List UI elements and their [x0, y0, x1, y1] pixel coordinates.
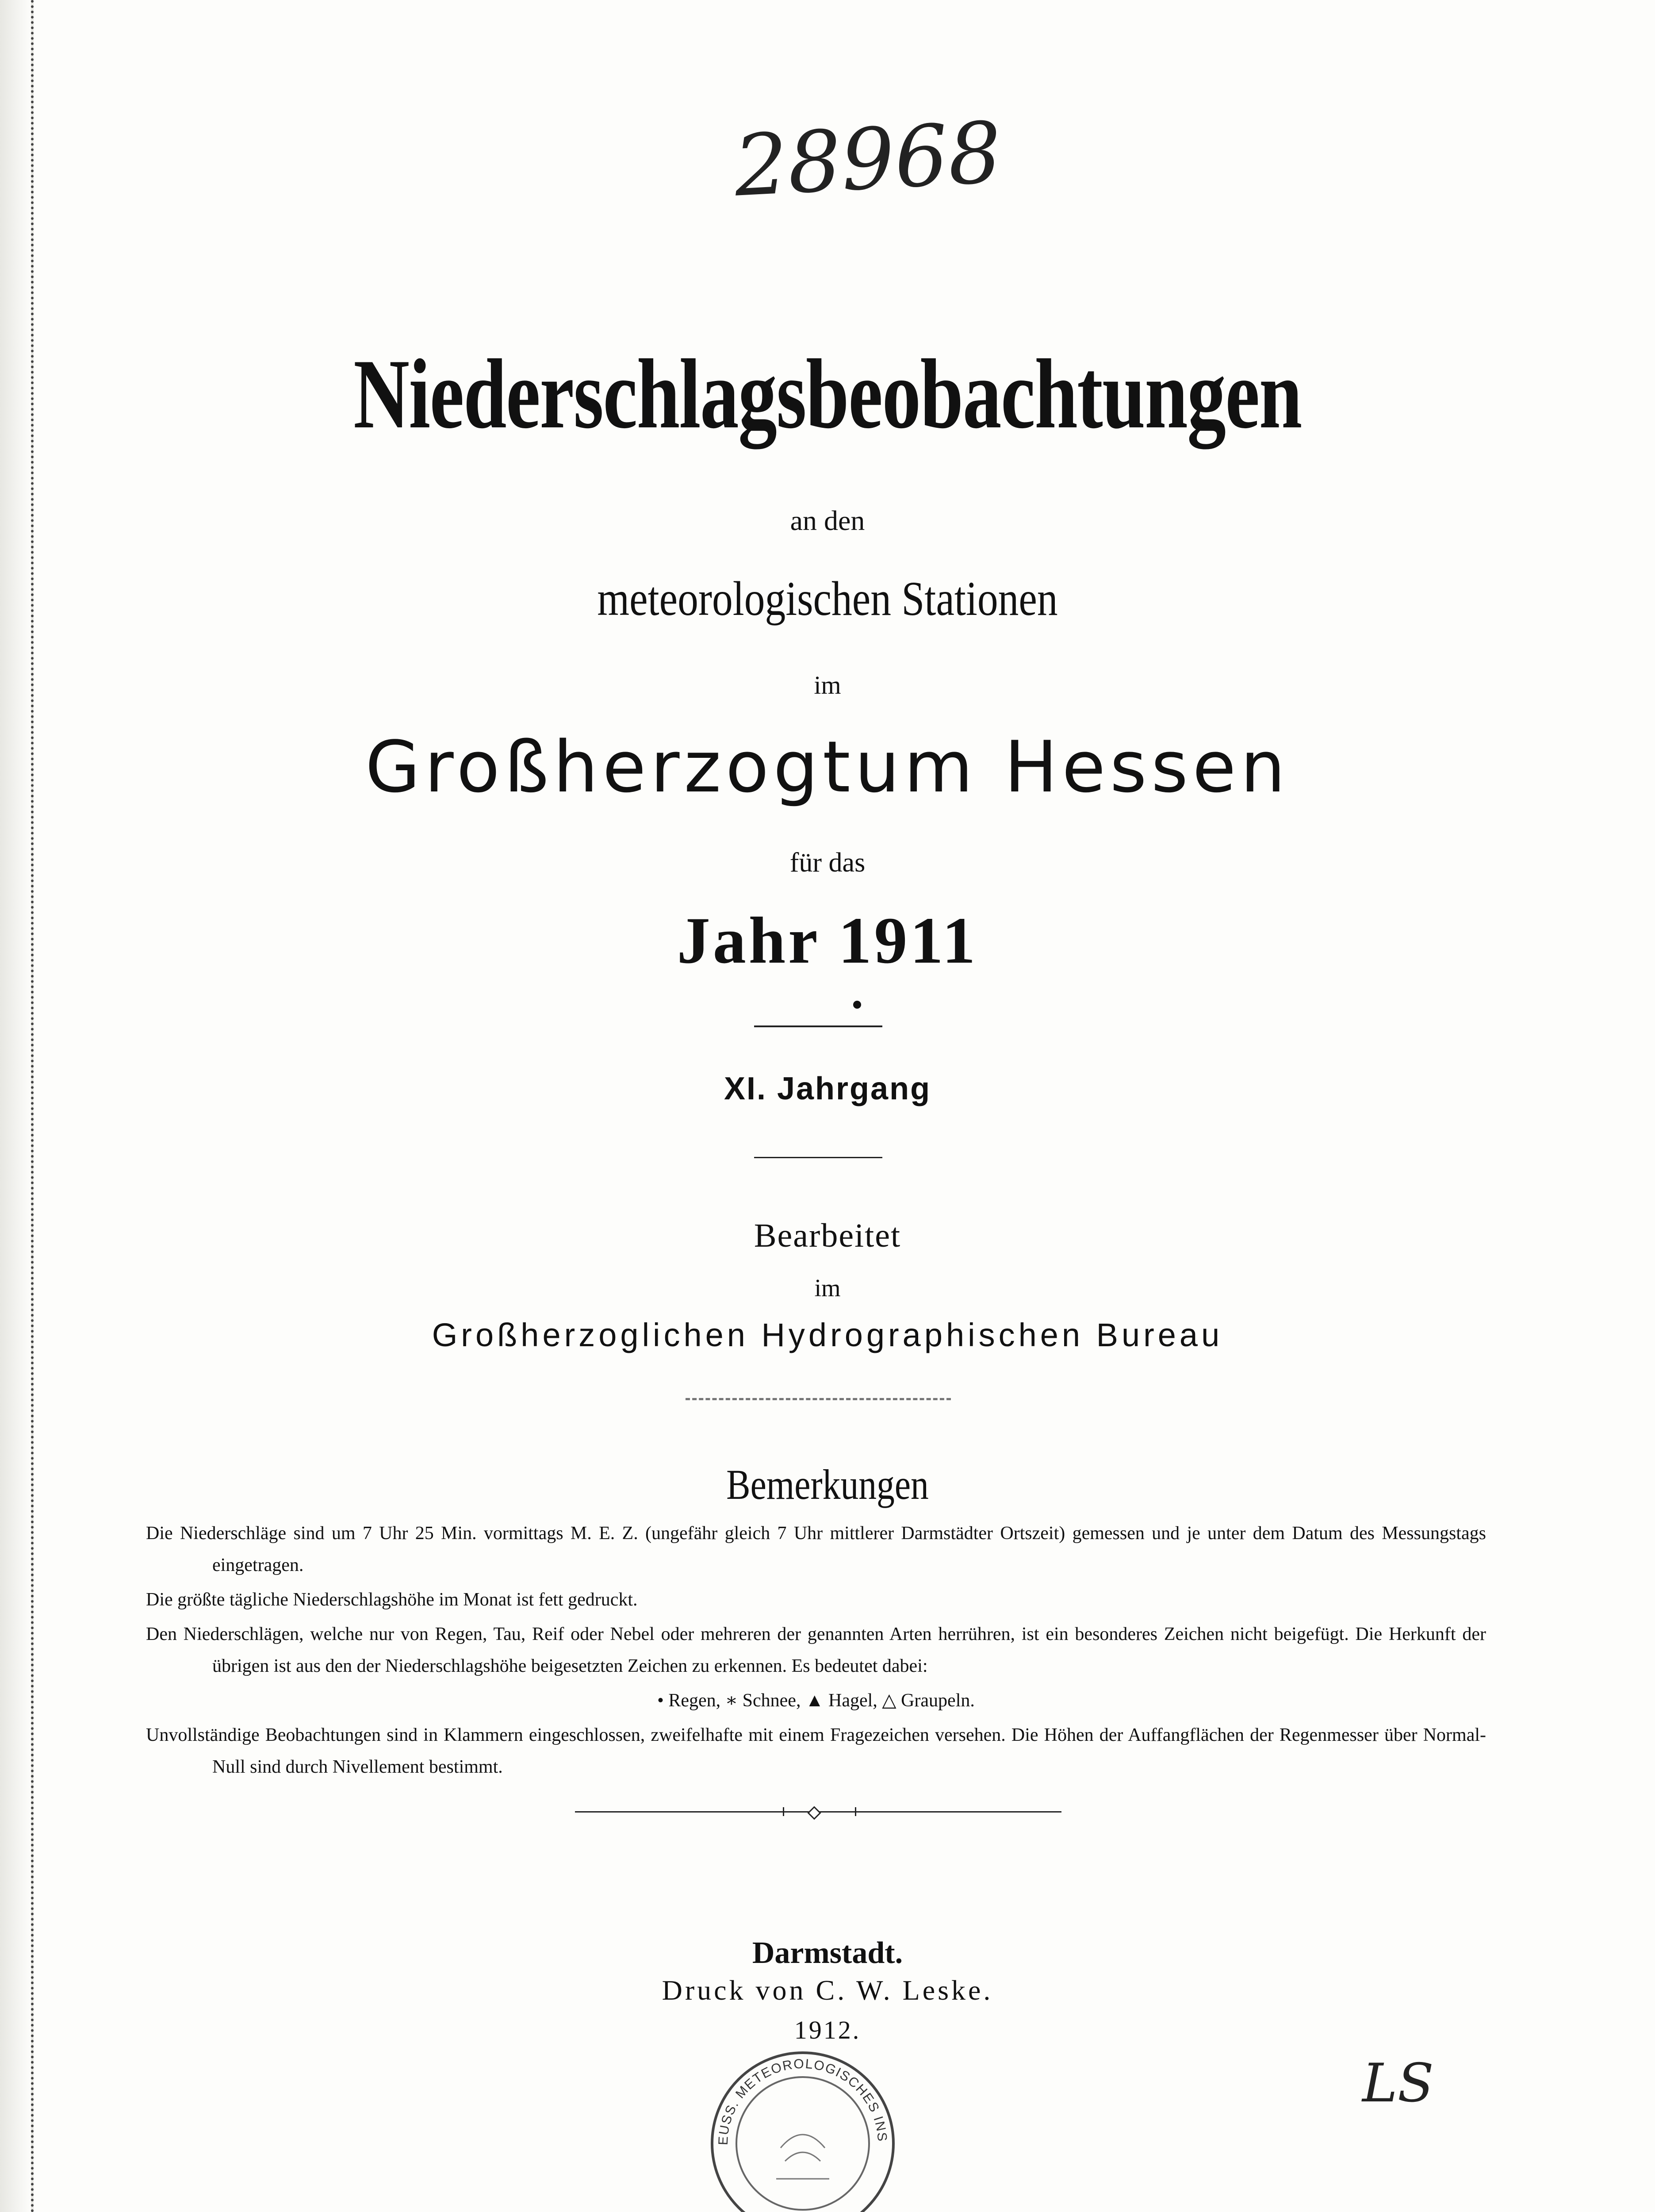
- ornamental-rule: [575, 1807, 1061, 1816]
- bearbeitet-label: Bearbeitet: [754, 1217, 901, 1254]
- line-im-2: im: [814, 1275, 841, 1302]
- divider-2: [754, 1157, 882, 1158]
- handwritten-initials: LS: [1362, 2053, 1434, 2114]
- bureau-name: Großherzoglichen Hydrographischen Bureau: [432, 1317, 1223, 1353]
- remark-paragraph: Den Niederschlägen, welche nur von Regen, Tau, Reif oder Nebel oder mehreren der genannten Arten herrühren, ist ein besonderes Zeichen nicht beigefügt. Die Herkunft der übrigen ist aus den der Niederschlagshöhe beigesetzten Zeichen zu erkennen. Es bedeutet dabei:: [146, 1624, 1486, 1676]
- main-title: Niederschlagsbeobachtungen: [353, 338, 1302, 449]
- svg-text:K. PREUSS. METEOROLOGISCHES IN: [705, 2046, 889, 2146]
- bullet-ornament: [853, 1001, 861, 1009]
- divider-1: [754, 1025, 882, 1027]
- remarks-body: [146, 1517, 1486, 1786]
- subtitle: meteorologischen Stationen: [597, 572, 1058, 626]
- dashed-divider: [686, 1398, 951, 1400]
- line-im: im: [814, 671, 841, 699]
- year-title: Jahr 1911: [677, 904, 978, 977]
- region-title: Großherzogtum Hessen: [365, 726, 1290, 808]
- line-fuer-das: für das: [789, 848, 866, 878]
- volume-label: XI. Jahrgang: [724, 1071, 931, 1106]
- remark-paragraph: Die größte tägliche Niederschlagshöhe im Monat ist fett gedruckt.: [146, 1590, 638, 1610]
- line-an-den: an den: [790, 505, 865, 536]
- symbol-legend: • Regen, ∗ Schnee, ▲ Hagel, △ Graupeln.: [657, 1690, 975, 1711]
- stamp-text: EUSS. METEOROLOGISCHES INS: [716, 2056, 890, 2146]
- imprint-city: Darmstadt.: [752, 1936, 903, 1970]
- library-stamp: [705, 2046, 900, 2212]
- remark-paragraph: Unvollständige Beobachtungen sind in Klammern eingeschlossen, zweifelhafte mit einem Fragezeichen versehen. Die Höhen der Auffangflächen der Regenmesser über Normal-Null sind durch Nivellement bestimmt.: [146, 1725, 1486, 1777]
- remarks-heading: Bemerkungen: [726, 1461, 929, 1508]
- imprint-printer: Druck von C. W. Leske.: [662, 1974, 993, 2006]
- imprint-year: 1912.: [794, 2016, 861, 2044]
- remark-paragraph: Die Niederschläge sind um 7 Uhr 25 Min. vormittags M. E. Z. (ungefähr gleich 7 Uhr mittlerer Darmstädter Ortszeit) gemessen und je unter dem Datum des Messungstags eingetragen.: [146, 1523, 1486, 1575]
- handwritten-catalog-number: 28968: [732, 104, 1004, 215]
